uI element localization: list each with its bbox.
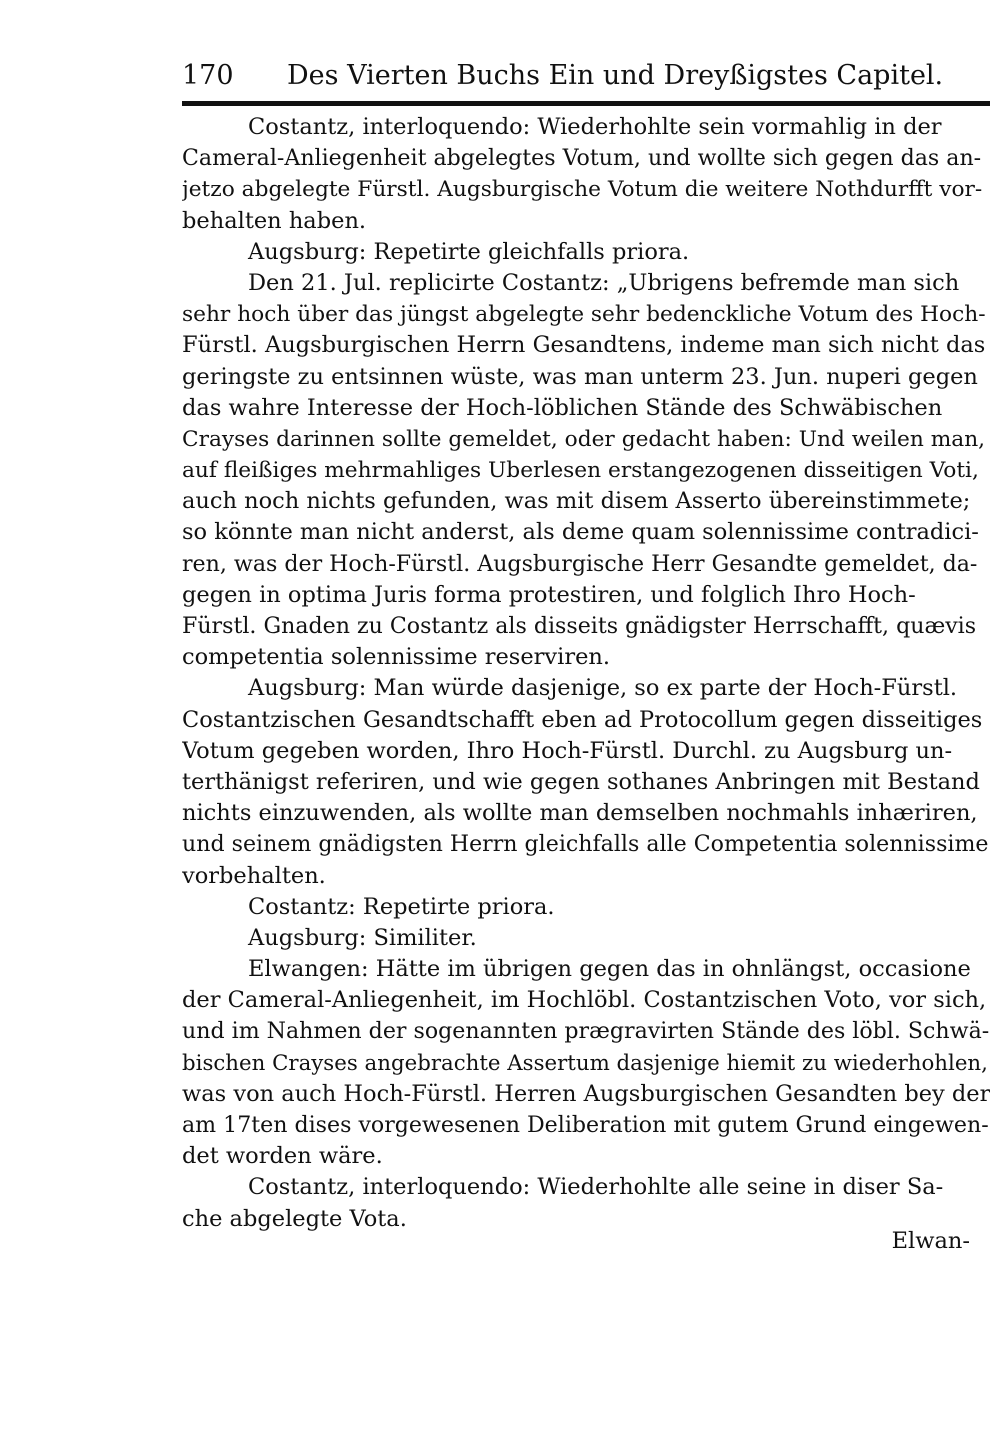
text-line: am 17ten dises vorgewesenen Deliberation mit gutem Grund eingewen-: [182, 1112, 989, 1138]
text-line: bischen Crayses angebrachte Assertum dasjenige hiemit zu wiederhohlen,: [182, 1050, 988, 1076]
text-line: Augsburg: Repetirte gleichfalls priora.: [248, 238, 690, 265]
text-line: ren, was der Hoch-Fürstl. Augsburgische Herr Gesandte gemeldet, da-: [182, 550, 978, 577]
text-line: Costantz, interloquendo: Wiederhohlte alle seine in diser Sa-: [248, 1174, 944, 1201]
text-line: der Cameral-Anliegenheit, im Hochlöbl. Costantzischen Voto, vor sich,: [182, 987, 987, 1014]
catchword: Elwan-: [891, 1228, 970, 1254]
text-line: auf fleißiges mehrmahliges Uberlesen erstangezogenen disseitigen Voti,: [182, 458, 979, 484]
text-line: competentia solennissime reserviren.: [182, 644, 611, 671]
text-line: Fürstl. Gnaden zu Costantz als disseits gnädigster Herrschafft, quævis: [182, 613, 977, 639]
text-line: Cameral-Anliegenheit abgelegtes Votum, und wollte sich gegen das an-: [182, 145, 982, 172]
text-line: und seinem gnädigsten Herrn gleichfalls alle Competentia solennissime: [182, 831, 989, 858]
text-line: Augsburg: Similiter.: [248, 924, 477, 951]
text-line: det worden wäre.: [182, 1143, 383, 1170]
text-line: so könnte man nicht anderst, als deme quam solennissime contradici-: [182, 519, 979, 546]
chapter-title: Des Vierten Buchs Ein und Dreyßigstes Capitel.: [287, 60, 944, 91]
body-text: [182, 112, 990, 1235]
text-line: Costantzischen Gesandtschafft eben ad Protocollum gegen disseitiges: [182, 706, 983, 733]
running-head: [182, 58, 970, 94]
text-line: che abgelegte Vota.: [182, 1205, 407, 1232]
text-line: geringste zu entsinnen wüste, was man unterm 23. Jun. nuperi gegen: [182, 363, 978, 390]
text-line: Fürstl. Augsburgischen Herrn Gesandtens, indeme man sich nicht das: [182, 332, 986, 359]
header-rule: [182, 101, 990, 106]
text-line: gegen in optima Juris forma protestiren, und folglich Ihro Hoch-: [182, 581, 916, 608]
text-line: Crayses darinnen sollte gemeldet, oder gedacht haben: Und weilen man,: [182, 426, 986, 452]
text-line: Augsburg: Man würde dasjenige, so ex parte der Hoch-Fürstl.: [248, 675, 958, 702]
text-line: Den 21. Jul. replicirte Costantz: „Ubrigens befremde man sich: [248, 269, 960, 296]
text-line: Costantz: Repetirte priora.: [248, 893, 555, 920]
text-line: Costantz, interloquendo: Wiederhohlte sein vormahlig in der: [248, 114, 942, 140]
text-line: und im Nahmen der sogenannten prægravirten Stände des löbl. Schwä-: [182, 1018, 990, 1045]
text-line: Elwangen: Hätte im übrigen gegen das in ohnlängst, occasione: [248, 956, 971, 983]
text-line: das wahre Interesse der Hoch-löblichen Stände des Schwäbischen: [182, 394, 943, 421]
text-line: jetzo abgelegte Fürstl. Augsburgische Votum die weitere Nothdurfft vor-: [182, 177, 983, 203]
text-line: vorbehalten.: [182, 862, 326, 889]
text-line: Votum gegeben worden, Ihro Hoch-Fürstl. Durchl. zu Augsburg un-: [182, 737, 953, 764]
text-line: was von auch Hoch-Fürstl. Herren Augsburgischen Gesandten bey der: [182, 1080, 990, 1107]
text-line: terthänigst referiren, und wie gegen sothanes Anbringen mit Bestand: [182, 768, 980, 795]
page-number: 170: [182, 60, 234, 91]
text-line: nichts einzuwenden, als wollte man demselben nochmahls inhæriren,: [182, 800, 978, 827]
text-line: sehr hoch über das jüngst abgelegte sehr bedenckliche Votum des Hoch-: [182, 302, 986, 328]
text-line: auch noch nichts gefunden, was mit disem Asserto übereinstimmete;: [182, 488, 971, 515]
text-line: behalten haben.: [182, 207, 367, 234]
